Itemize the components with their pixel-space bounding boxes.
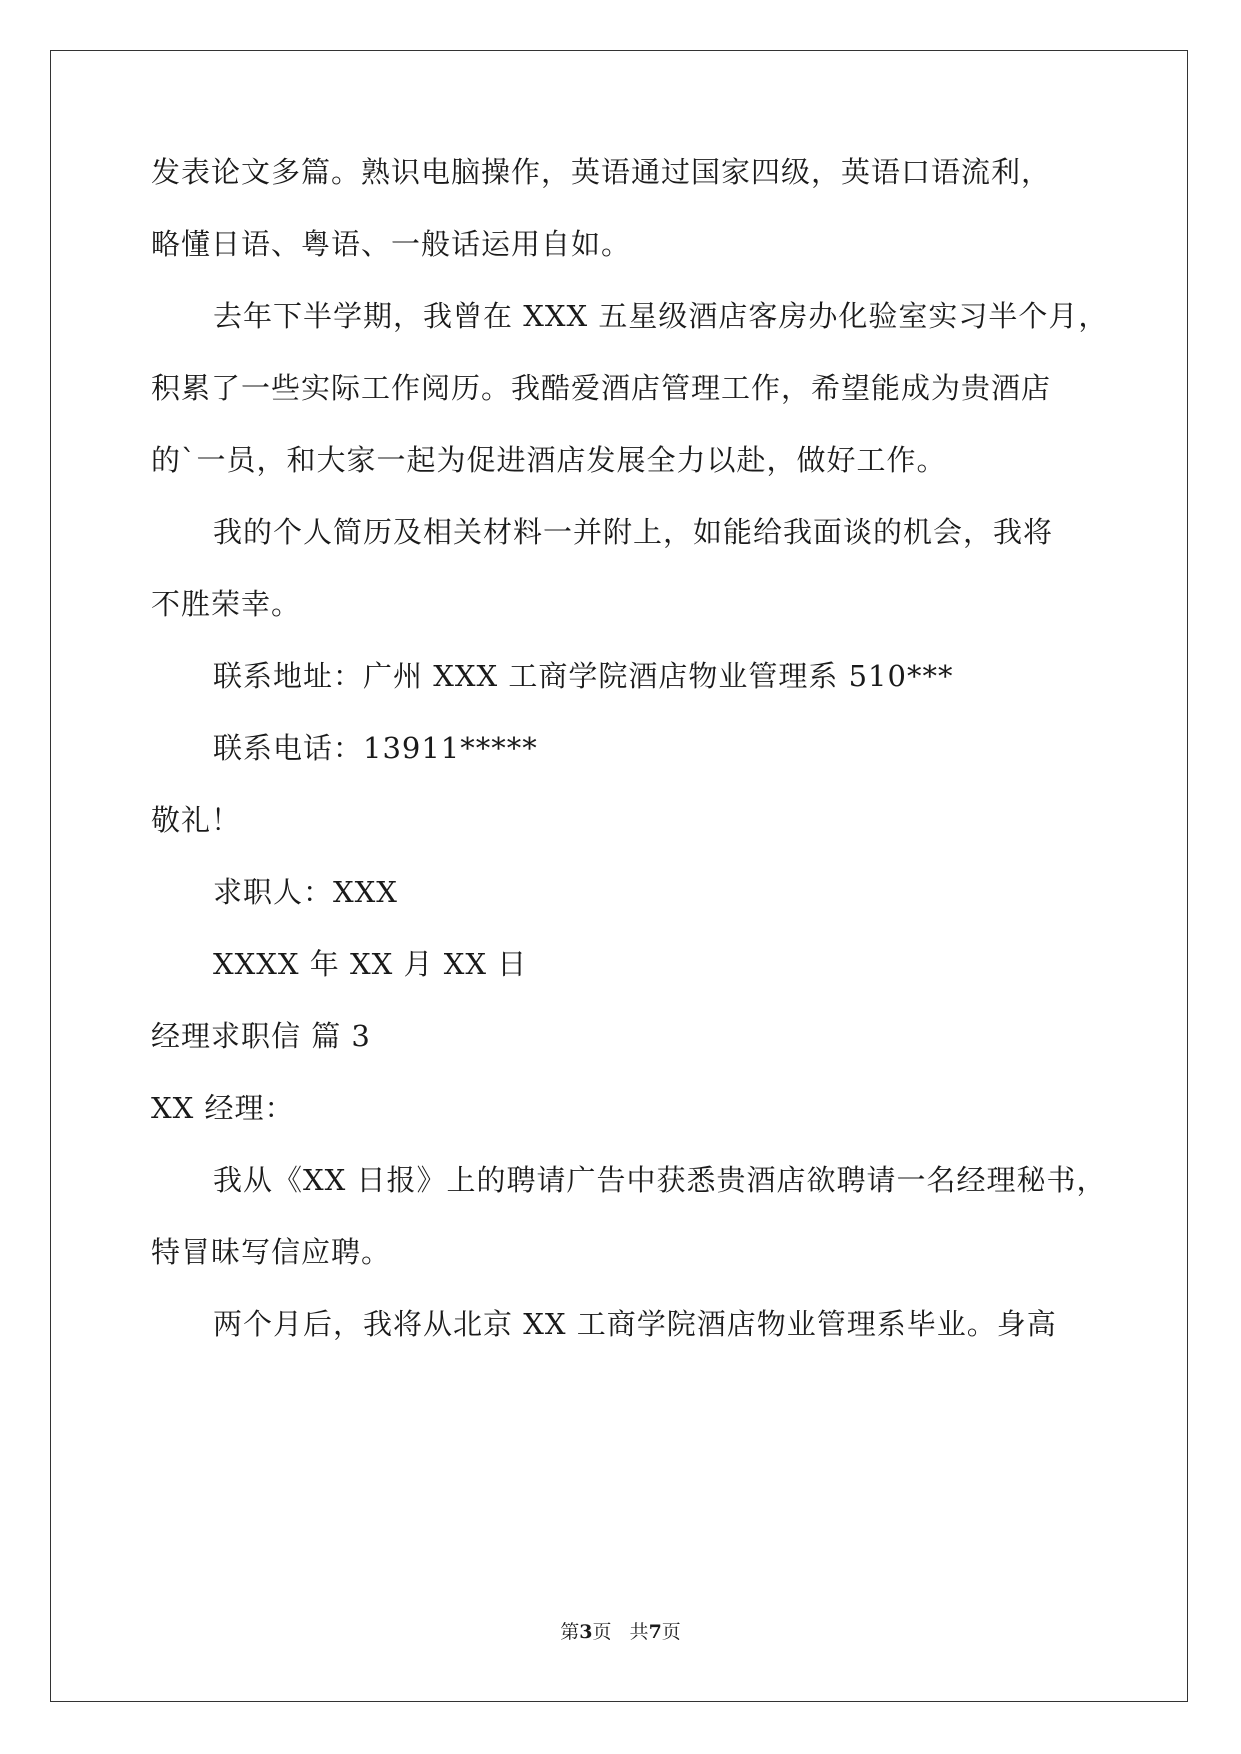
text-line: 两个月后，我将从北京 XX 工商学院酒店物业管理系毕业。身高	[213, 1307, 1057, 1341]
recipient-greeting: XX 经理：	[151, 1091, 295, 1125]
text-line: 去年下半学期，我曾在 XXX 五星级酒店客房办化验室实习半个月，	[213, 299, 1109, 333]
text-line: 的`一员，和大家一起为促进酒店发展全力以赴，做好工作。	[151, 443, 947, 477]
text-line: 不胜荣幸。	[151, 587, 302, 621]
text-line: 发表论文多篇。熟识电脑操作，英语通过国家四级，英语口语流利，	[151, 155, 1052, 189]
letter-date: XXXX 年 XX 月 XX 日	[213, 947, 528, 981]
contact-address: 联系地址：广州 XXX 工商学院酒店物业管理系 510***	[213, 659, 954, 693]
section-heading: 经理求职信 篇 3	[151, 1019, 371, 1053]
text-line: 特冒昧写信应聘。	[151, 1235, 392, 1269]
page-footer	[0, 1620, 1241, 1644]
applicant-name: 求职人：XXX	[213, 875, 398, 909]
footer-suffix: 页	[661, 1621, 681, 1643]
contact-phone: 联系电话：13911*****	[213, 731, 538, 765]
footer-middle: 页 共	[592, 1621, 649, 1643]
text-line: 我的个人简历及相关材料一并附上，如能给我面谈的机会，我将	[213, 515, 1054, 549]
text-line: 略懂日语、粤语、一般话运用自如。	[151, 227, 632, 261]
text-line: 积累了一些实际工作阅历。我酷爱酒店管理工作，希望能成为贵酒店	[151, 371, 1052, 405]
footer-page-number: 3	[579, 1621, 593, 1643]
footer-prefix: 第	[560, 1621, 580, 1643]
salutation: 敬礼！	[151, 803, 242, 837]
text-line: 我从《XX 日报》上的聘请广告中获悉贵酒店欲聘请一名经理秘书，	[213, 1163, 1107, 1197]
footer-total-pages: 7	[648, 1621, 662, 1643]
